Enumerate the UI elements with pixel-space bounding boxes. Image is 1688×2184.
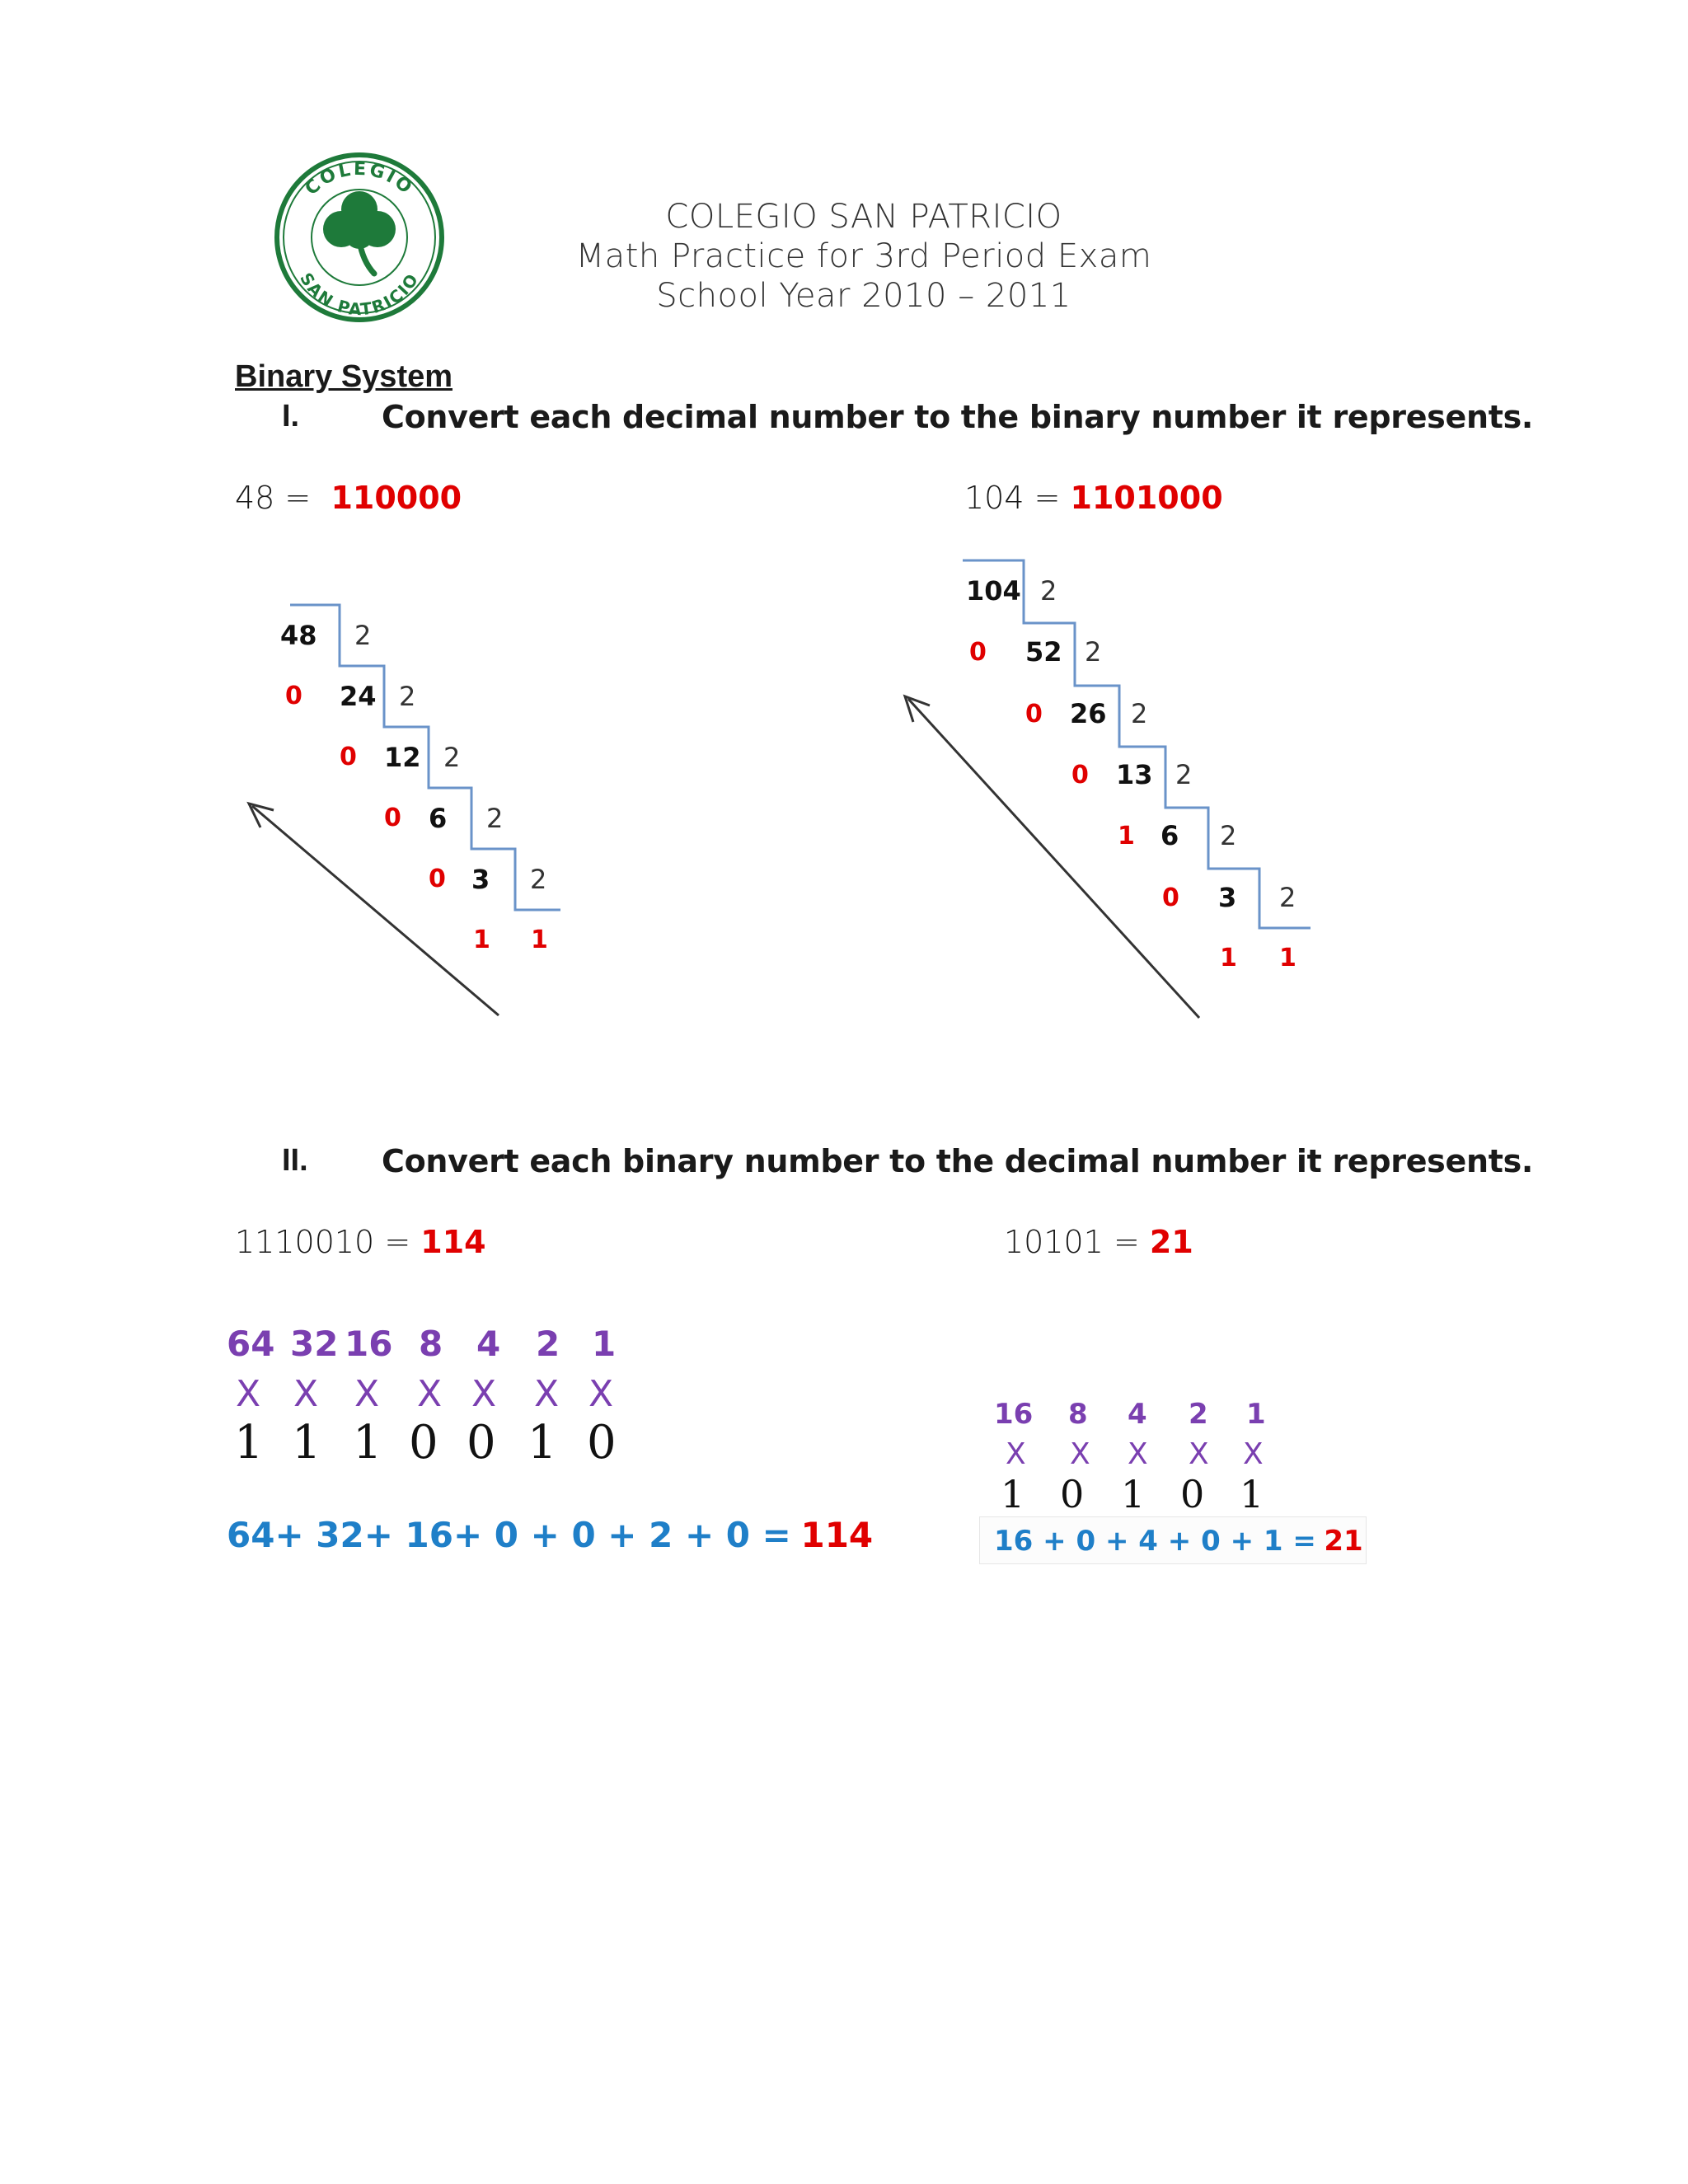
ladder-b-divisor: 2 xyxy=(1279,882,1296,913)
q1a-answer: 110000 xyxy=(331,480,462,516)
school-year: School Year 2010 – 2011 xyxy=(656,277,1071,315)
ladder-b-number: 26 xyxy=(1070,698,1107,729)
ladder-b-divisor: 2 xyxy=(1085,636,1102,668)
times-sign: X xyxy=(471,1373,497,1415)
q2a-lhs: 1110010 = xyxy=(235,1224,411,1260)
times-sign: X xyxy=(1006,1437,1026,1471)
sum-expression: 16 + 0 + 4 + 0 + 1 = xyxy=(994,1525,1316,1558)
binary-digit: 1 xyxy=(1240,1472,1264,1516)
ladder-a-divisor: 2 xyxy=(486,803,504,834)
ladder-a-number: 3 xyxy=(471,864,490,895)
q2a-equation xyxy=(235,1224,486,1260)
place-value: 16 xyxy=(345,1324,393,1364)
ladder-b-remainder: 0 xyxy=(1071,761,1089,790)
ladder-a-remainder: 0 xyxy=(285,682,302,710)
place-value: 1 xyxy=(592,1324,617,1364)
times-sign: X xyxy=(1128,1437,1148,1471)
place-value: 16 xyxy=(994,1398,1034,1431)
ladder-a-divisor: 2 xyxy=(443,742,461,773)
times-sign: X xyxy=(1070,1437,1090,1471)
ladder-a-number: 48 xyxy=(280,620,317,651)
ladder-b-remainder: 1 xyxy=(1220,944,1237,972)
ladder-a-number: 24 xyxy=(340,681,377,712)
place-value: 64 xyxy=(227,1324,275,1364)
ladder-a-remainder: 0 xyxy=(384,804,401,832)
ladder-b-number: 13 xyxy=(1116,759,1153,790)
ladder-b-divisor: 2 xyxy=(1175,759,1193,790)
question-2-text: Convert each binary number to the decimal number it represents. xyxy=(382,1143,1534,1179)
q1b-answer: 1101000 xyxy=(1070,480,1223,516)
question-1-number: I. xyxy=(282,399,300,434)
times-sign: X xyxy=(354,1373,380,1415)
ladder-a-divisor: 2 xyxy=(530,864,547,895)
place-value: 2 xyxy=(1189,1398,1208,1431)
place-value: 8 xyxy=(419,1324,443,1364)
svg-text:COLEGIO: COLEGIO xyxy=(301,158,418,200)
ladder-b-remainder: 0 xyxy=(1162,883,1179,912)
times-sign: X xyxy=(534,1373,560,1415)
place-value: 32 xyxy=(290,1324,339,1364)
times-sign: X xyxy=(1189,1437,1209,1471)
ladder-a-number: 6 xyxy=(429,803,448,834)
times-sign: X xyxy=(417,1373,443,1415)
ladder-b-remainder: 0 xyxy=(969,638,987,667)
binary-digit: 1 xyxy=(353,1416,382,1469)
q1b-lhs: 104 = xyxy=(964,480,1061,516)
times-sign: X xyxy=(1243,1437,1264,1471)
ladder-a-number: 12 xyxy=(384,742,421,773)
ladder-b-number: 6 xyxy=(1160,820,1179,851)
q2a-answer: 114 xyxy=(420,1224,486,1260)
sum-result: 114 xyxy=(800,1515,874,1555)
q2b-equation xyxy=(1004,1224,1193,1260)
binary-digit: 0 xyxy=(467,1416,496,1469)
ladder-b-divisor: 2 xyxy=(1040,575,1057,607)
q2b-lhs: 10101 = xyxy=(1004,1224,1140,1260)
binary-digit: 1 xyxy=(1121,1472,1146,1516)
binary-digit: 0 xyxy=(1180,1472,1205,1516)
place-value: 4 xyxy=(1128,1398,1147,1431)
sum-expression: 64+ 32+ 16+ 0 + 0 + 2 + 0 = xyxy=(227,1515,791,1555)
ladder-a-remainder: 1 xyxy=(473,926,490,954)
ladder-a-remainder: 0 xyxy=(340,743,357,771)
binary-digit: 0 xyxy=(409,1416,438,1469)
school-name: COLEGIO SAN PATRICIO xyxy=(665,198,1062,236)
binary-digit: 1 xyxy=(292,1416,321,1469)
sum-result: 21 xyxy=(1324,1525,1363,1558)
binary-digit: 1 xyxy=(1001,1472,1025,1516)
document-title: Math Practice for 3rd Period Exam xyxy=(575,237,1152,275)
ladder-b-number: 52 xyxy=(1025,636,1062,668)
times-sign: X xyxy=(588,1373,614,1415)
binary-digit: 0 xyxy=(1060,1472,1085,1516)
sum-line-a xyxy=(227,1515,873,1555)
section-title: Binary System xyxy=(235,359,453,394)
question-1-text: Convert each decimal number to the binary number it represents. xyxy=(382,399,1534,435)
ladder-a-divisor: 2 xyxy=(399,681,416,712)
ladder-b-final-quotient: 1 xyxy=(1279,944,1296,972)
sum-line-b xyxy=(994,1525,1363,1558)
ladder-a-final-quotient: 1 xyxy=(531,926,548,954)
binary-digit: 1 xyxy=(528,1416,557,1469)
place-value: 8 xyxy=(1068,1398,1088,1431)
binary-digit: 1 xyxy=(234,1416,264,1469)
ladder-b-number: 3 xyxy=(1218,882,1237,913)
times-sign: X xyxy=(293,1373,319,1415)
q2b-answer: 21 xyxy=(1149,1224,1193,1260)
question-2-number: II. xyxy=(282,1143,308,1178)
place-value: 4 xyxy=(476,1324,501,1364)
times-sign: X xyxy=(236,1373,261,1415)
ladder-a-divisor: 2 xyxy=(354,620,372,651)
place-value: 1 xyxy=(1246,1398,1266,1431)
ladder-b-number: 104 xyxy=(966,575,1021,607)
q1a-lhs: 48 = xyxy=(235,480,312,516)
ladder-b-remainder: 0 xyxy=(1025,700,1043,729)
ladder-a-remainder: 0 xyxy=(429,865,446,893)
place-value: 2 xyxy=(536,1324,560,1364)
ladder-b-divisor: 2 xyxy=(1220,820,1237,851)
svg-text:SAN PATRICIO: SAN PATRICIO xyxy=(296,269,423,320)
ladder-b-divisor: 2 xyxy=(1131,698,1148,729)
binary-digit: 0 xyxy=(587,1416,617,1469)
ladder-b-remainder: 1 xyxy=(1118,822,1135,851)
